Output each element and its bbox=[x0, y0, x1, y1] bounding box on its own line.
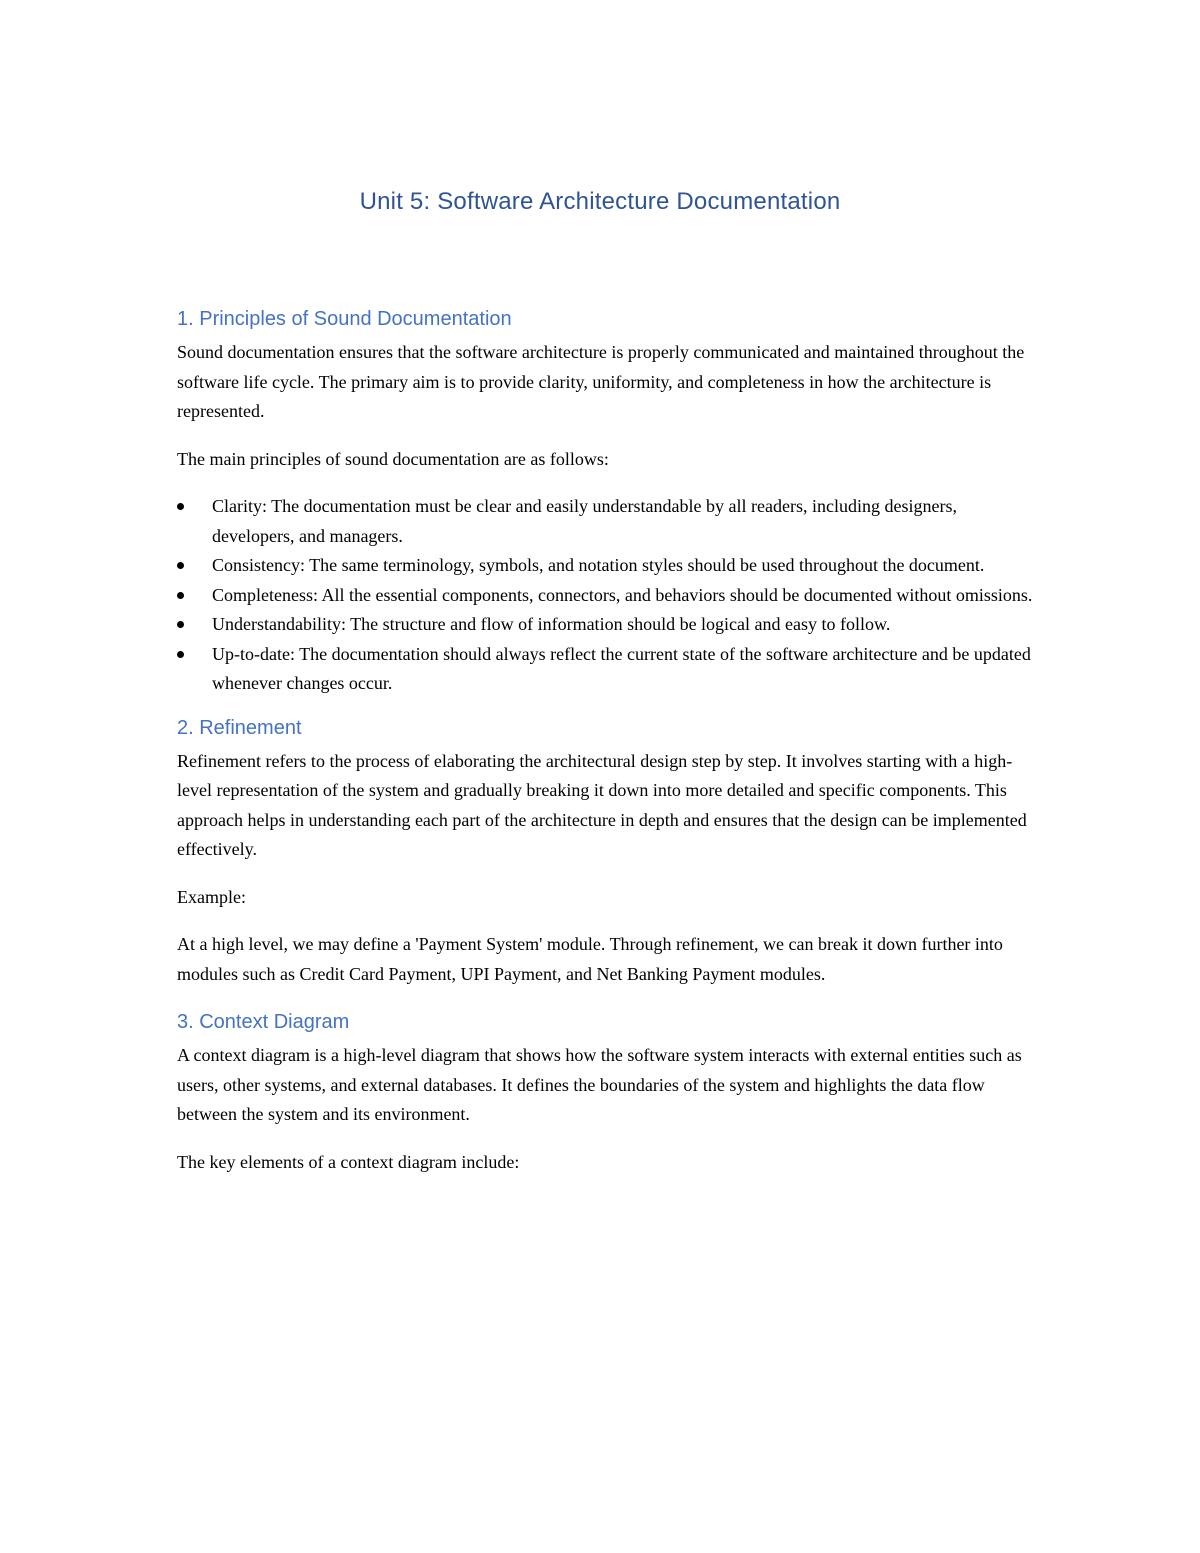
paragraph: Refinement refers to the process of elaborating the architectural design step by step. It involves starting with a high-level representation of the system and gradually breaking it down into more detailed and specific components. This approach helps in understanding each part of the architecture in depth and ensures that the design can be implemented effectively. bbox=[177, 750, 1027, 859]
document-body bbox=[177, 304, 1037, 1195]
list-item bbox=[177, 610, 1037, 640]
bullet-list bbox=[177, 492, 1037, 699]
paragraph: Sound documentation ensures that the software architecture is properly communicated and maintained throughout the software life cycle. The primary aim is to provide clarity, uniformity, and completeness in how the architecture is represented. bbox=[177, 342, 1025, 421]
list-item bbox=[177, 640, 1037, 699]
bullet-icon bbox=[177, 651, 184, 658]
paragraph: At a high level, we may define a 'Payment System' module. Through refinement, we can break it down further into modules such as Credit Card Payment, UPI Payment, and Net Banking Payment modules. bbox=[177, 934, 1003, 984]
paragraph: A context diagram is a high-level diagram that shows how the software system interacts with external entities such as users, other systems, and external databases. It defines the boundaries of the system and highlights the data flow between the system and its environment. bbox=[177, 1045, 1022, 1124]
list-item bbox=[177, 581, 1037, 611]
list-item bbox=[177, 492, 1037, 551]
list-item-text: Up-to-date: The documentation should always reflect the current state of the software architecture and be updated whenever changes occur. bbox=[212, 643, 1031, 693]
section-heading: 3. Context Diagram bbox=[177, 1011, 350, 1033]
section-principles bbox=[177, 304, 1037, 699]
list-item bbox=[177, 551, 1037, 581]
bullet-icon bbox=[177, 592, 184, 599]
bullet-icon bbox=[177, 562, 184, 569]
document-title: Unit 5: Software Architecture Documentation bbox=[359, 188, 841, 215]
list-item-text: Completeness: All the essential components, connectors, and behaviors should be documented without omissions. bbox=[212, 584, 1033, 605]
section-refinement bbox=[177, 713, 1037, 990]
bullet-icon bbox=[177, 621, 184, 628]
bullet-icon bbox=[177, 503, 184, 510]
section-heading: 1. Principles of Sound Documentation bbox=[177, 308, 512, 330]
paragraph: The key elements of a context diagram include: bbox=[177, 1151, 520, 1172]
list-item-text: Clarity: The documentation must be clear and easily understandable by all readers, including designers, developers, and managers. bbox=[212, 496, 957, 546]
section-context-diagram bbox=[177, 1007, 1037, 1177]
list-item-text: Consistency: The same terminology, symbols, and notation styles should be used throughout the document. bbox=[212, 555, 985, 575]
example-label: Example: bbox=[177, 886, 246, 907]
section-heading: 2. Refinement bbox=[177, 716, 302, 739]
list-item-text: Understandability: The structure and flow of information should be logical and easy to follow. bbox=[212, 614, 891, 634]
paragraph: The main principles of sound documentation are as follows: bbox=[177, 448, 609, 469]
